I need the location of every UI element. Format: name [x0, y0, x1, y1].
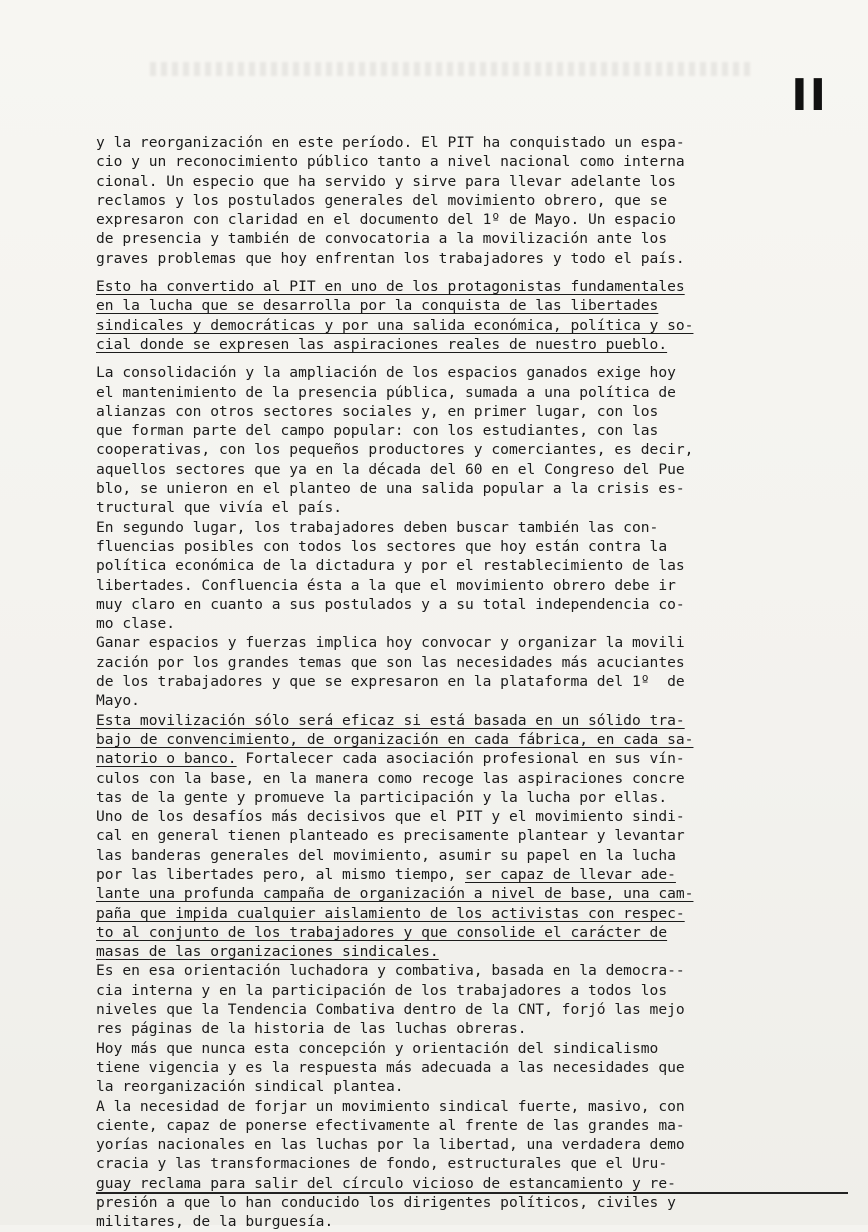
plain-text: culos con la base, en la manera como recoge las aspiraciones concre — [96, 769, 685, 787]
paragraph — [96, 363, 852, 710]
text-line: Es en esa orientación luchadora y combativa, basada en la democra-- — [96, 962, 685, 980]
text-line: sindicales y democráticas y por una salida económica, política y so- — [96, 316, 694, 334]
text-line: aquellos sectores que ya en la década del 60 en el Congreso del Pue — [96, 460, 685, 478]
text-line: mo clase. — [96, 615, 176, 633]
paragraph — [96, 277, 852, 354]
text-line: cooperativas, con los pequeños productores y comerciantes, es decir, — [96, 441, 694, 459]
text-line: res páginas de la historia de las luchas obreras. — [96, 1020, 527, 1038]
plain-text: Uno de los desafíos más decisivos que el PIT y el movimiento sindi- — [96, 808, 685, 826]
text-line: graves problemas que hoy enfrentan los trabajadores y todo el país. — [96, 249, 685, 267]
text-line: en la lucha que se desarrolla por la conquista de las libertades — [96, 297, 659, 315]
bleed-through-text — [150, 62, 750, 76]
underlined-text: bajo de convencimiento, de organización en cada fábrica, en cada sa- — [96, 730, 694, 748]
underlined-text: lante una profunda campaña de organización a nivel de base, una cam- — [96, 885, 694, 903]
plain-text: Fortalecer cada asociación profesional en sus vín- — [236, 750, 685, 768]
text-line: tructural que vivía el país. — [96, 499, 343, 517]
text-line: fluencias posibles con todos los sectores que hoy están contra la — [96, 537, 668, 555]
text-line: de presencia y también de convocatoria a la movilización ante los — [96, 230, 668, 248]
text-line — [96, 865, 852, 884]
text-line — [96, 846, 852, 865]
bottom-rule — [96, 1192, 848, 1194]
text-line: Esto ha convertido al PIT en uno de los protagonistas fundamentales — [96, 278, 685, 296]
text-line: cial donde se expresen las aspiraciones reales de nuestro pueblo. — [96, 335, 668, 353]
text-line: yorías nacionales en las luchas por la libertad, una verdadera demo — [96, 1136, 685, 1154]
text-line: la reorganización sindical plantea. — [96, 1078, 404, 1096]
text-line — [96, 807, 852, 826]
page-number: II — [791, 70, 828, 121]
text-line: zación por los grandes temas que son las necesidades más acuciantes — [96, 653, 685, 671]
underlined-text: masas de las organizaciones sindicales. — [96, 943, 439, 961]
underlined-text: Esta movilización sólo será eficaz si está basada en un sólido tra- — [96, 711, 685, 729]
text-line: y la reorganización en este período. El PIT ha conquistado un espa- — [96, 134, 685, 151]
text-line: de los trabajadores y que se expresaron en la plataforma del 1º de — [96, 673, 685, 691]
text-line: libertades. Confluencia ésta a la que el movimiento obrero debe ir — [96, 576, 676, 594]
text-line — [96, 730, 852, 749]
text-line: política económica de la dictadura y por el restablecimiento de las — [96, 557, 685, 575]
underlined-text: natorio o banco. — [96, 750, 237, 768]
text-line: A la necesidad de forjar un movimiento sindical fuerte, masivo, con — [96, 1097, 685, 1115]
underlined-text: ser capaz de llevar ade- — [465, 865, 676, 883]
text-line — [96, 884, 852, 903]
document-body — [96, 133, 852, 1232]
text-line: el mantenimiento de la presencia pública, sumada a una política de — [96, 383, 676, 401]
text-line: militares, de la burguesía. — [96, 1213, 334, 1231]
text-line: niveles que la Tendencia Combativa dentro de la CNT, forjó las mejo — [96, 1001, 685, 1019]
plain-text: por las libertades pero, al mismo tiempo, — [96, 865, 466, 883]
text-line: reclamos y los postulados generales del movimiento obrero, que se — [96, 191, 668, 209]
text-line: cia interna y en la participación de los trabajadores a todos los — [96, 981, 668, 999]
underlined-text: paña que impida cualquier aislamiento de los activistas con respec- — [96, 904, 685, 922]
plain-text: las banderas generales del movimiento, asumir su papel en la lucha — [96, 846, 676, 864]
text-line: blo, se unieron en el planteo de una salida popular a la crisis es- — [96, 480, 685, 498]
text-line: guay reclama para salir del círculo vicioso de estancamiento y re- — [96, 1174, 676, 1192]
text-line: muy claro en cuanto a sus postulados y a su total independencia co- — [96, 595, 685, 613]
text-line: La consolidación y la ampliación de los espacios ganados exige hoy — [96, 364, 676, 382]
text-line: cional. Un especio que ha servido y sirve para llevar adelante los — [96, 172, 676, 190]
text-line: cio y un reconocimiento público tanto a nivel nacional como interna — [96, 153, 685, 171]
text-line: Ganar espacios y fuerzas implica hoy convocar y organizar la movili — [96, 634, 685, 652]
text-line: expresaron con claridad en el documento del 1º de Mayo. Un espacio — [96, 211, 676, 229]
text-line: En segundo lugar, los trabajadores deben buscar también las con- — [96, 518, 659, 536]
text-line: Mayo. — [96, 692, 140, 710]
paragraph — [96, 711, 852, 962]
text-line: tiene vigencia y es la respuesta más adecuada a las necesidades que — [96, 1058, 685, 1076]
text-line: ciente, capaz de ponerse efectivamente al frente de las grandes ma- — [96, 1116, 685, 1134]
text-line: que forman parte del campo popular: con los estudiantes, con las — [96, 422, 659, 440]
underlined-text: to al conjunto de los trabajadores y que consolide el carácter de — [96, 923, 668, 941]
plain-text: cal en general tienen planteado es precisamente plantear y levantar — [96, 827, 685, 845]
text-line — [96, 769, 852, 788]
text-line — [96, 826, 852, 845]
text-line: alianzas con otros sectores sociales y, en primer lugar, con los — [96, 402, 659, 420]
text-line — [96, 749, 852, 768]
plain-text: tas de la gente y promueve la participación y la lucha por ellas. — [96, 788, 668, 806]
text-line — [96, 711, 852, 730]
text-line: Hoy más que nunca esta concepción y orientación del sindicalismo — [96, 1039, 659, 1057]
text-line — [96, 942, 852, 961]
text-line — [96, 904, 852, 923]
text-line: cracia y las transformaciones de fondo, estructurales que el Uru- — [96, 1155, 668, 1173]
paragraph — [96, 133, 852, 268]
text-line — [96, 923, 852, 942]
text-line — [96, 788, 852, 807]
text-line: presión a que lo han conducido los dirigentes políticos, civiles y — [96, 1194, 676, 1212]
